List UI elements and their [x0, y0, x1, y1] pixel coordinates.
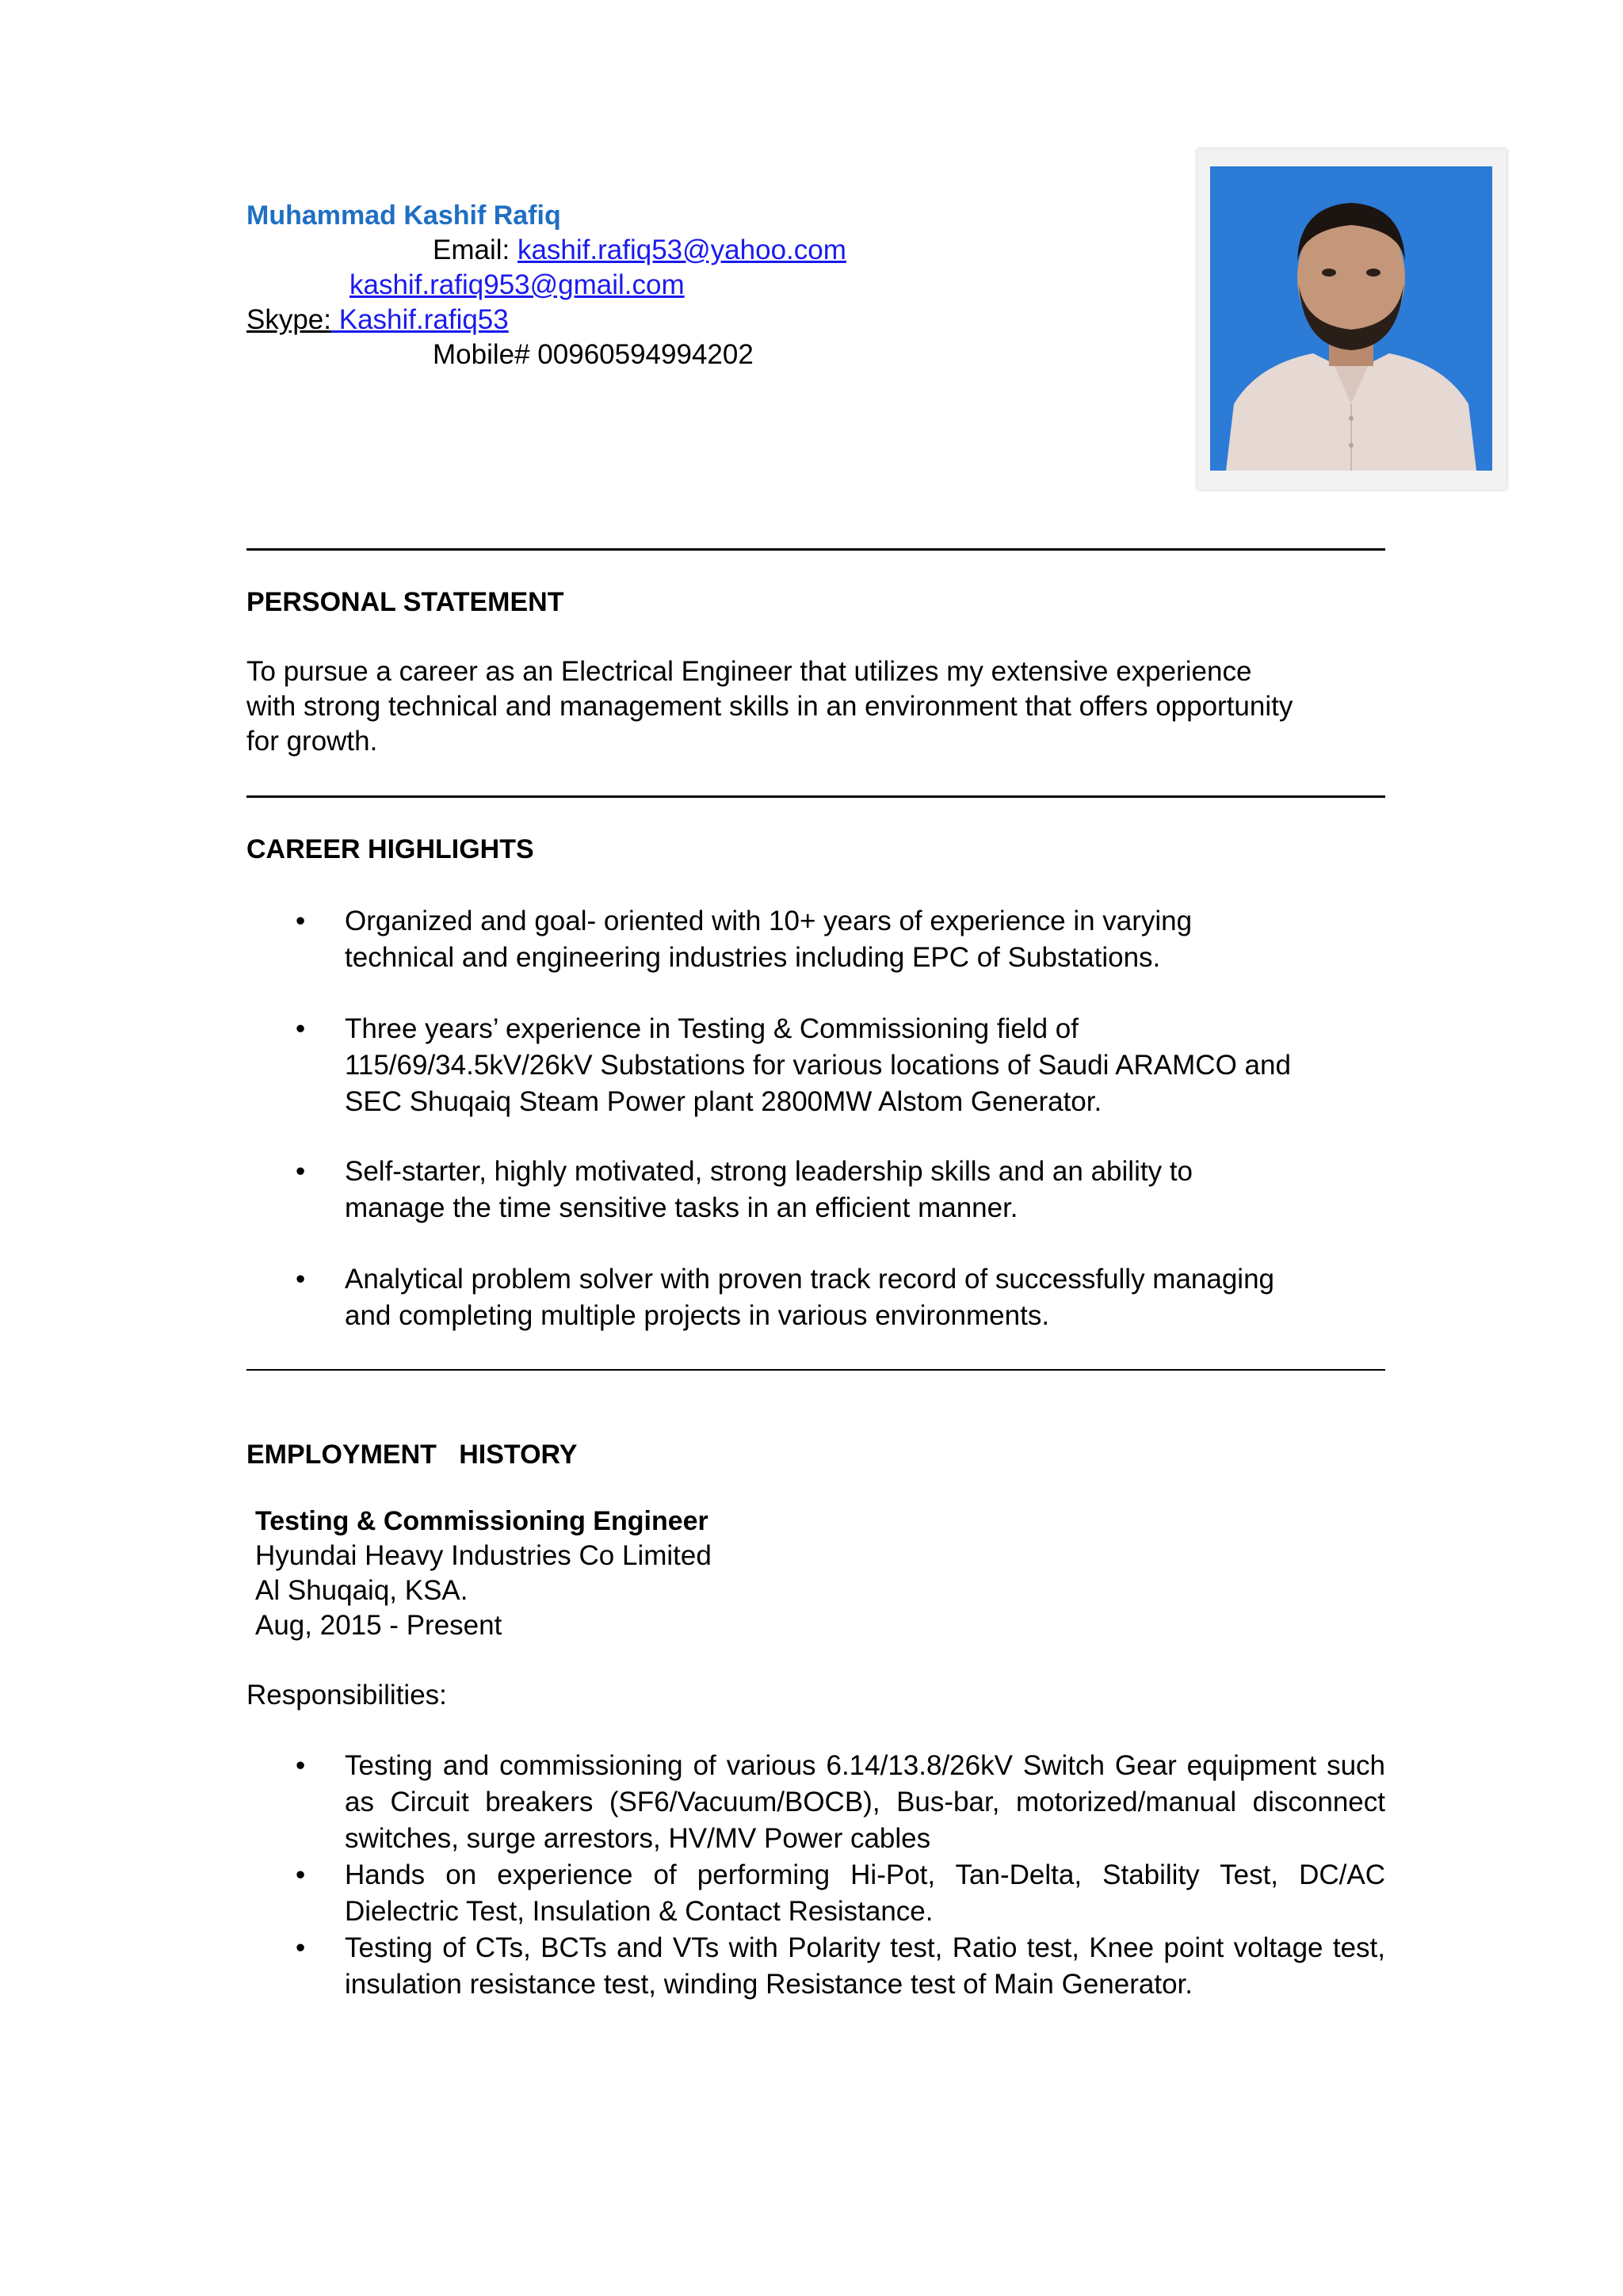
email-line — [433, 233, 846, 268]
skype-line — [246, 303, 509, 338]
job-entry — [255, 1504, 712, 1643]
list-item-line: technical and engineering industries including EPC of Substations. — [345, 942, 1161, 973]
statement-line: for growth. — [246, 726, 378, 757]
email-link-yahoo[interactable]: kashif.rafiq53@yahoo.com — [517, 235, 846, 265]
career-highlights-list — [246, 1011, 1385, 1120]
company-name: Hyundai Heavy Industries Co Limited — [255, 1540, 712, 1571]
bullet-icon: • — [296, 1750, 306, 1781]
career-highlights-list — [246, 903, 1385, 976]
responsibilities-label: Responsibilities: — [246, 1680, 447, 1711]
candidate-name: Muhammad Kashif Rafiq — [246, 200, 561, 231]
bullet-icon: • — [296, 1156, 306, 1187]
responsibilities-list — [246, 1748, 1385, 2003]
bullet-icon: • — [296, 1013, 306, 1044]
statement-line: with strong technical and management skills in an environment that offers opportunity — [246, 691, 1293, 722]
employment-history-heading: EMPLOYMENT HISTORY — [246, 1440, 578, 1470]
list-item-line: Three years’ experience in Testing & Commissioning field of — [345, 1013, 1079, 1044]
bullet-icon: • — [296, 906, 306, 936]
skype-link[interactable]: Kashif.rafiq53 — [331, 304, 509, 335]
list-item-text: Testing of CTs, BCTs and VTs with Polarity test, Ratio test, Knee point voltage test, insulation resistance test, winding Resistance test of Main Generator. — [345, 1932, 1385, 2000]
bullet-icon: • — [296, 1264, 306, 1295]
list-item-line: Analytical problem solver with proven track record of successfully managing — [345, 1264, 1275, 1295]
list-item — [246, 1261, 1385, 1334]
job-title: Testing & Commissioning Engineer — [255, 1506, 708, 1536]
bullet-icon: • — [296, 1932, 306, 1963]
email-label: Email: — [433, 235, 517, 265]
skype-label: Skype: — [246, 304, 331, 335]
statement-line: To pursue a career as an Electrical Engineer that utilizes my extensive experience — [246, 656, 1252, 687]
list-item — [246, 903, 1385, 976]
list-item — [246, 1857, 1385, 1930]
list-item — [246, 1930, 1385, 2003]
career-highlights-heading: CAREER HIGHLIGHTS — [246, 834, 534, 864]
section-divider — [246, 1369, 1385, 1371]
section-divider — [246, 795, 1385, 798]
personal-statement-text — [246, 654, 1385, 759]
list-item-line: manage the time sensitive tasks in an efficient manner. — [345, 1192, 1018, 1223]
list-item — [246, 1748, 1385, 1857]
list-item-line: SEC Shuqaiq Steam Power plant 2800MW Alstom Generator. — [345, 1086, 1102, 1117]
personal-statement-heading: PERSONAL STATEMENT — [246, 587, 564, 617]
profile-photo — [1197, 149, 1507, 490]
career-highlights-list — [246, 1261, 1385, 1334]
list-item-line: Self-starter, highly motivated, strong leadership skills and an ability to — [345, 1156, 1193, 1187]
job-location: Al Shuqaiq, KSA. — [255, 1575, 468, 1606]
email-link-gmail[interactable]: kashif.rafiq953@gmail.com — [349, 269, 685, 300]
job-dates: Aug, 2015 - Present — [255, 1610, 502, 1641]
bullet-icon: • — [296, 1859, 306, 1890]
list-item-line: 115/69/34.5kV/26kV Substations for various locations of Saudi ARAMCO and — [345, 1050, 1291, 1081]
career-highlights-list — [246, 1154, 1385, 1226]
mobile-number: Mobile# 00960594994202 — [433, 339, 754, 370]
email-line-2 — [349, 268, 685, 303]
list-item-text: Testing and commissioning of various 6.14/13.8/26kV Switch Gear equipment such as Circuit breakers (SF6/Vacuum/BOCB), Bus-bar, motorized/manual disconnect switches, surge arrestors, HV/MV Power cables — [345, 1750, 1385, 1854]
section-divider — [246, 548, 1385, 551]
list-item — [246, 1154, 1385, 1226]
list-item-text: Hands on experience of performing Hi-Pot, Tan-Delta, Stability Test, DC/AC Dielectric Test, Insulation & Contact Resistance. — [345, 1859, 1385, 1927]
person-portrait-icon — [1210, 166, 1492, 471]
photo-background — [1210, 166, 1492, 471]
list-item — [246, 1011, 1385, 1120]
list-item-line: Organized and goal- oriented with 10+ years of experience in varying — [345, 906, 1193, 936]
list-item-line: and completing multiple projects in various environments. — [345, 1300, 1050, 1331]
